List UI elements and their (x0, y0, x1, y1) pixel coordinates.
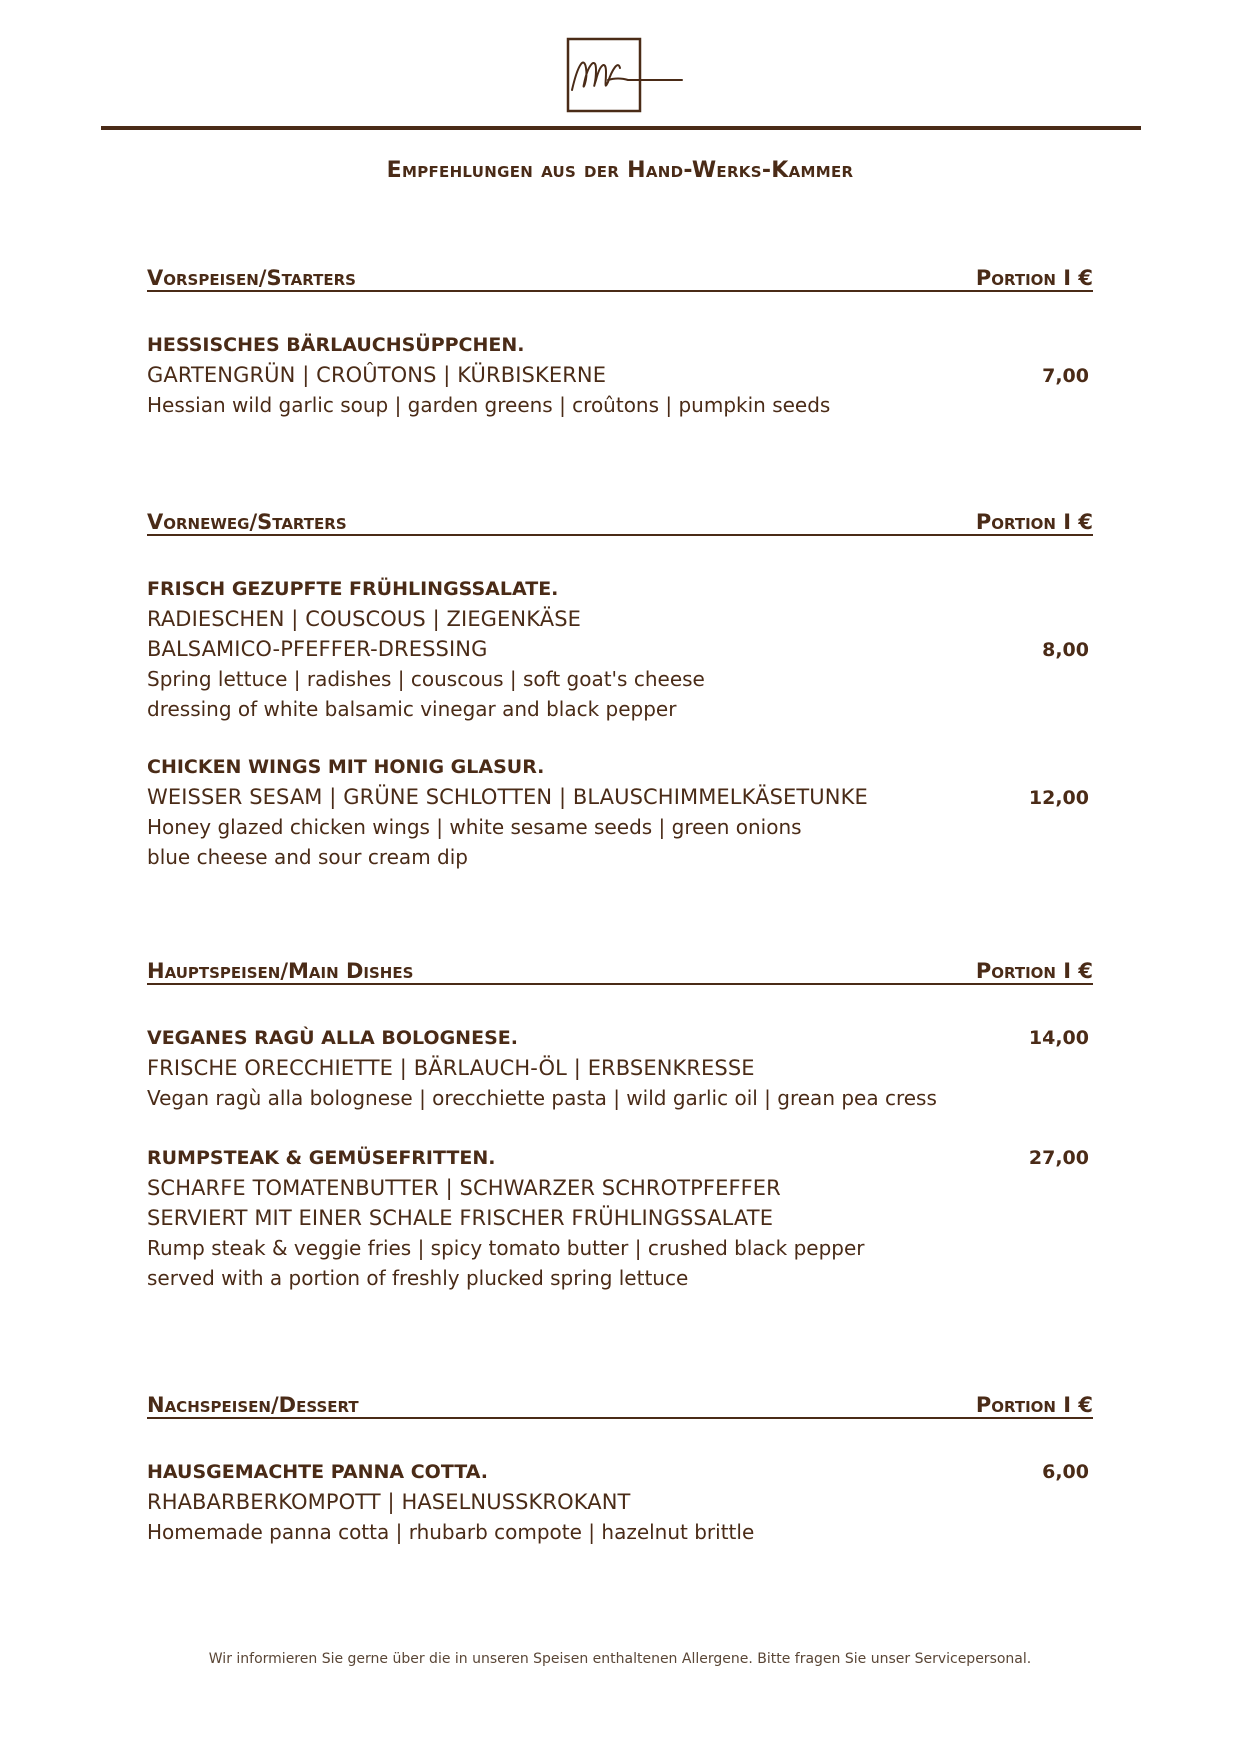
top-rule (101, 126, 1141, 130)
price-column-heading: Portion I € (975, 1393, 1093, 1417)
dish-baerlauchsueppchen (147, 330, 1093, 420)
dish-german-desc: BALSAMICO-PFEFFER-DRESSING (147, 637, 488, 661)
dish-english-desc: Spring lettuce | radishes | couscous | soft goat's cheese (147, 667, 705, 691)
dish-ragu-bolognese (147, 1023, 1093, 1113)
section-heading (147, 506, 1093, 536)
dish-rumpsteak (147, 1143, 1093, 1293)
dish-name: VEGANES RAGÙ ALLA BOLOGNESE. (147, 1027, 518, 1049)
section-vorneweg (147, 506, 1093, 869)
page-title: Empfehlungen aus der Hand-Werks-Kammer (386, 158, 854, 183)
price-column-heading: Portion I € (975, 266, 1093, 290)
price-column-heading: Portion I € (975, 959, 1093, 983)
dish-english-desc: dressing of white balsamic vinegar and black pepper (147, 697, 677, 721)
section-nachspeisen (147, 1389, 1093, 1544)
section-title: Vorspeisen/Starters (147, 266, 356, 290)
dish-english-desc: Hessian wild garlic soup | garden greens | croûtons | pumpkin seeds (147, 393, 831, 417)
section-hauptspeisen (147, 955, 1093, 1290)
dish-fruehlingssalate (147, 574, 1093, 724)
section-vorspeisen (147, 262, 1093, 417)
dish-german-desc: FRISCHE ORECCHIETTE | BÄRLAUCH-ÖL | ERBSENKRESSE (147, 1056, 755, 1080)
dish-german-desc: RHABARBERKOMPOTT | HASELNUSSKROKANT (147, 1490, 631, 1514)
dish-german-desc: SCHARFE TOMATENBUTTER | SCHWARZER SCHROTPFEFFER (147, 1176, 781, 1200)
dish-german-desc: SERVIERT MIT EINER SCHALE FRISCHER FRÜHLINGSSALATE (147, 1206, 774, 1230)
dish-price: 27,00 (1028, 1147, 1089, 1169)
dish-german-desc: WEISSER SESAM | GRÜNE SCHLOTTEN | BLAUSCHIMMELKÄSETUNKE (147, 785, 868, 809)
section-heading (147, 1389, 1093, 1419)
dish-name: HESSISCHES BÄRLAUCHSÜPPCHEN. (147, 334, 525, 356)
dish-english-desc: Honey glazed chicken wings | white sesame seeds | green onions (147, 815, 802, 839)
dish-price: 14,00 (1028, 1027, 1089, 1049)
dish-name: RUMPSTEAK & GEMÜSEFRITTEN. (147, 1147, 496, 1169)
dish-german-desc: RADIESCHEN | COUSCOUS | ZIEGENKÄSE (147, 607, 582, 631)
dish-name: CHICKEN WINGS MIT HONIG GLASUR. (147, 756, 545, 778)
dish-chicken-wings (147, 752, 1093, 872)
logo (548, 34, 700, 126)
dish-price: 7,00 (1042, 365, 1089, 387)
section-title: Vorneweg/Starters (147, 510, 347, 534)
dish-english-desc: Rump steak & veggie fries | spicy tomato butter | crushed black pepper (147, 1236, 865, 1260)
dish-price: 12,00 (1028, 787, 1089, 809)
dish-english-desc: Vegan ragù alla bolognese | orecchiette pasta | wild garlic oil | grean pea cress (147, 1086, 937, 1110)
section-title: Nachspeisen/Dessert (147, 1393, 359, 1417)
dish-german-desc: GARTENGRÜN | CROÛTONS | KÜRBISKERNE (147, 363, 607, 387)
dish-name: HAUSGEMACHTE PANNA COTTA. (147, 1461, 488, 1483)
section-heading (147, 262, 1093, 292)
dish-english-desc: Homemade panna cotta | rhubarb compote | hazelnut brittle (147, 1520, 755, 1544)
monogram-logo-icon (548, 34, 700, 126)
dish-name: FRISCH GEZUPFTE FRÜHLINGSSALATE. (147, 578, 559, 600)
price-column-heading: Portion I € (975, 510, 1093, 534)
dish-price: 8,00 (1042, 639, 1089, 661)
dish-english-desc: served with a portion of freshly plucked spring lettuce (147, 1266, 689, 1290)
dish-price: 6,00 (1042, 1461, 1089, 1483)
allergen-footer-note: Wir informieren Sie gerne über die in unseren Speisen enthaltenen Allergene. Bitte fragen Sie unser Servicepersonal. (208, 1651, 1032, 1667)
section-title: Hauptspeisen/Main Dishes (147, 959, 414, 983)
dish-panna-cotta (147, 1457, 1093, 1547)
dish-english-desc: blue cheese and sour cream dip (147, 845, 468, 869)
section-heading (147, 955, 1093, 985)
